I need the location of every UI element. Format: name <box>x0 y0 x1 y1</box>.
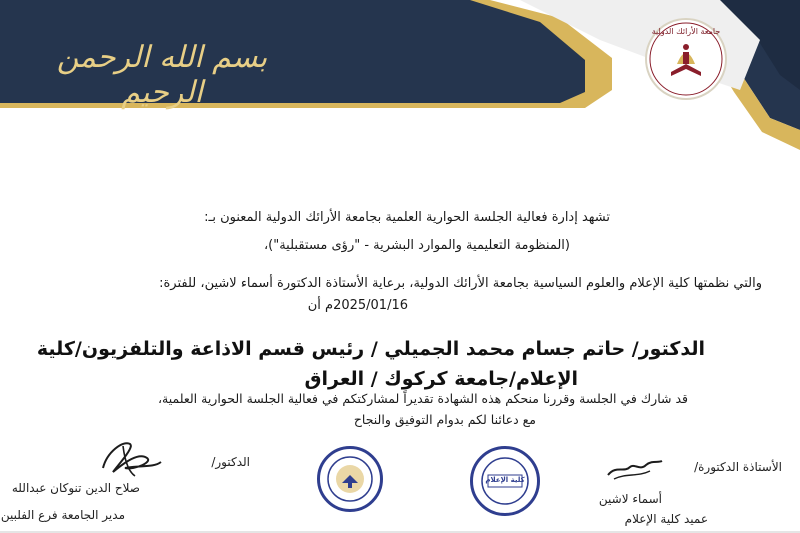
right-signer-title: الأستاذة الدكتورة/ <box>694 460 782 474</box>
right-signature <box>604 455 664 483</box>
left-signature <box>95 432 165 482</box>
right-signer-role: عميد كلية الإعلام <box>624 512 708 526</box>
event-title: (المنظومة التعليمية والموارد البشرية - "رؤى مستقبلية")، <box>263 238 570 253</box>
recipient-affiliation: الإعلام/جامعة كركوك / العراق <box>304 368 578 390</box>
university-seal <box>317 446 383 512</box>
logo-icon <box>647 20 725 98</box>
university-logo: جامعة الأرائك الدولية <box>647 20 725 98</box>
participation-text: قد شارك في الجلسة وقررنا منحكم هذه الشهادة تقديراً لمشاركتكم في فعالية الجلسة الحوارية العلمية، <box>157 391 688 406</box>
left-signer-role: مدير الجامعة فرع الفلبين <box>0 508 125 522</box>
recipient-name: الدكتور/ حاتم جسام محمد الجميلي / رئيس قسم الاذاعة والتلفزيون/كلية <box>36 338 705 360</box>
right-signer-name: أسماء لاشين <box>598 492 662 506</box>
left-signer-name: صلاح الدين تنوكان عبدالله <box>11 481 140 495</box>
college-seal <box>470 446 540 516</box>
college-seal-label: كلية الإعلام <box>485 476 525 484</box>
intro-line: تشهد إدارة فعالية الجلسة الحوارية العلمية بجامعة الأرائك الدولية المعنون بـ: <box>204 210 610 225</box>
date-line: 2025/01/16م أن <box>307 298 408 313</box>
wishes-text: مع دعائنا لكم بدوام التوفيق والنجاح <box>353 412 536 427</box>
organizer-line: والتي نظمتها كلية الإعلام والعلوم السياسية بجامعة الأرائك الدولية، برعاية الأستاذة الدكتورة أسماء لاشين، للفترة: <box>159 276 762 291</box>
left-signer-title: الدكتور/ <box>211 455 250 469</box>
basmala-calligraphy: بسم الله الرحمن الرحيم <box>56 40 268 110</box>
